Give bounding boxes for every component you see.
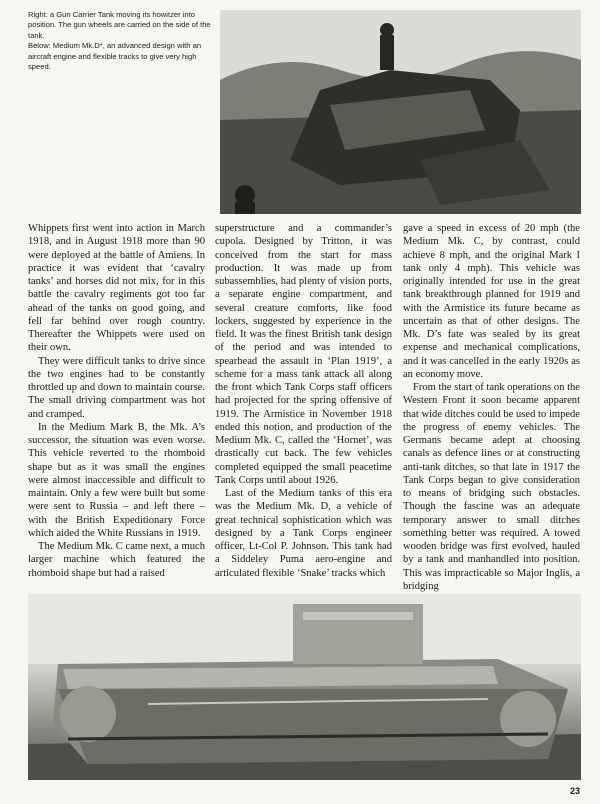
photo-gun-carrier-tank	[220, 10, 581, 214]
paragraph: superstructure and a commander’s cupola. Designed by Tritton, it was conceived from the start for mass production. It was made up from subassemblies, had plenty of vision ports, a separate engine compartment, and several creature comforts, like food lockers, suggested by experience in the field. It was the finest British tank design of the period and was intended to spearhead the assault in ‘Plan 1919’, a scheme for a mass tank attack all along the front which Tank Corps staff officers had projected for the spring offensive of 1919. The Armistice in November 1918 ended this notion, and production of the Medium Mk. C, called the ‘Hornet’, was drastically cut back. The few vehicles completed equipped the small peacetime Tank Corps until about 1926.	[215, 223, 392, 486]
paragraph: gave a speed in excess of 20 mph (the Medium Mk. C, by contrast, could achieve 8 mph, and the original Mark I tank only 4 mph). This vehicle was originally intended for use in the great tank breakthrough planned for 1919 and with the Armistice its future became as uncertain as that of other designs. The Mk. D’s fate was sealed by its great expense and mechanical complications, and it was cancelled in the early 1920s as an economy move.	[403, 223, 580, 380]
caption-bottom: Below: Medium Mk.D*, an advanced design with an aircraft engine and flexible tracks to give very high speed.	[28, 41, 202, 72]
paragraph: Whippets first went into action in March 1918, and in August 1918 more than 90 were deployed at the battle of Amiens. In practice it was evident that ‘cavalry tanks’ and horses did not mix, for in this battle the cavalry regiments got too far ahead of the tanks on good going, and fell far behind over rough country. Thereafter the Whippets were used on their own.	[28, 223, 205, 354]
text-column-2	[215, 222, 392, 580]
text-column-3	[403, 222, 580, 593]
paragraph: They were difficult tanks to drive since the two engines had to be constantly throttled up and down to maintain course. The small driving compartment was hot and cramped.	[28, 355, 205, 420]
text-column-1	[28, 222, 205, 580]
paragraph: Last of the Medium tanks of this era was the Medium Mk. D, a vehicle of great technical sophistication which was designed by a Tank Corps engineer officer, Lt-Col P. Johnson. This tank had a Siddeley Puma aero-engine and articulated flexible ‘Snake’ tracks which	[215, 488, 392, 579]
paragraph: From the start of tank operations on the Western Front it soon became apparent that wide ditches could be used to impede the progress of enemy vehicles. The Germans became adept at choosing canals as defence lines or at constructing anti-tank ditches, so that late in 1917 the Tank Corps began to give consideration to means of bridging such obstacles. Though the fascine was an adequate temporary answer to small ditches something better was required. A towed wooden bridge was first evolved, hauled by a tank and manhandled into position. This was impracticable so Major Inglis, a bridging	[403, 382, 580, 592]
paragraph: The Medium Mk. C came next, a much larger machine which featured the rhomboid shape but had a raised	[28, 541, 205, 579]
photo-medium-mk-d-tank	[28, 594, 581, 780]
photo-caption	[28, 10, 214, 72]
paragraph: In the Medium Mark B, the Mk. A’s successor, the situation was even worse. This vehicle reverted to the rhomboid shape but as it was small the engines were almost inaccessible and difficult to maintain. Only a few were built but some were sent to Russia – and left there – with the British Expeditionary Force which aided the White Russians in 1919.	[28, 421, 205, 539]
page-number: 23	[569, 786, 580, 796]
caption-top: Right: a Gun Carrier Tank moving its howitzer into position. The gun wheels are carried on the side of the tank.	[28, 10, 211, 40]
